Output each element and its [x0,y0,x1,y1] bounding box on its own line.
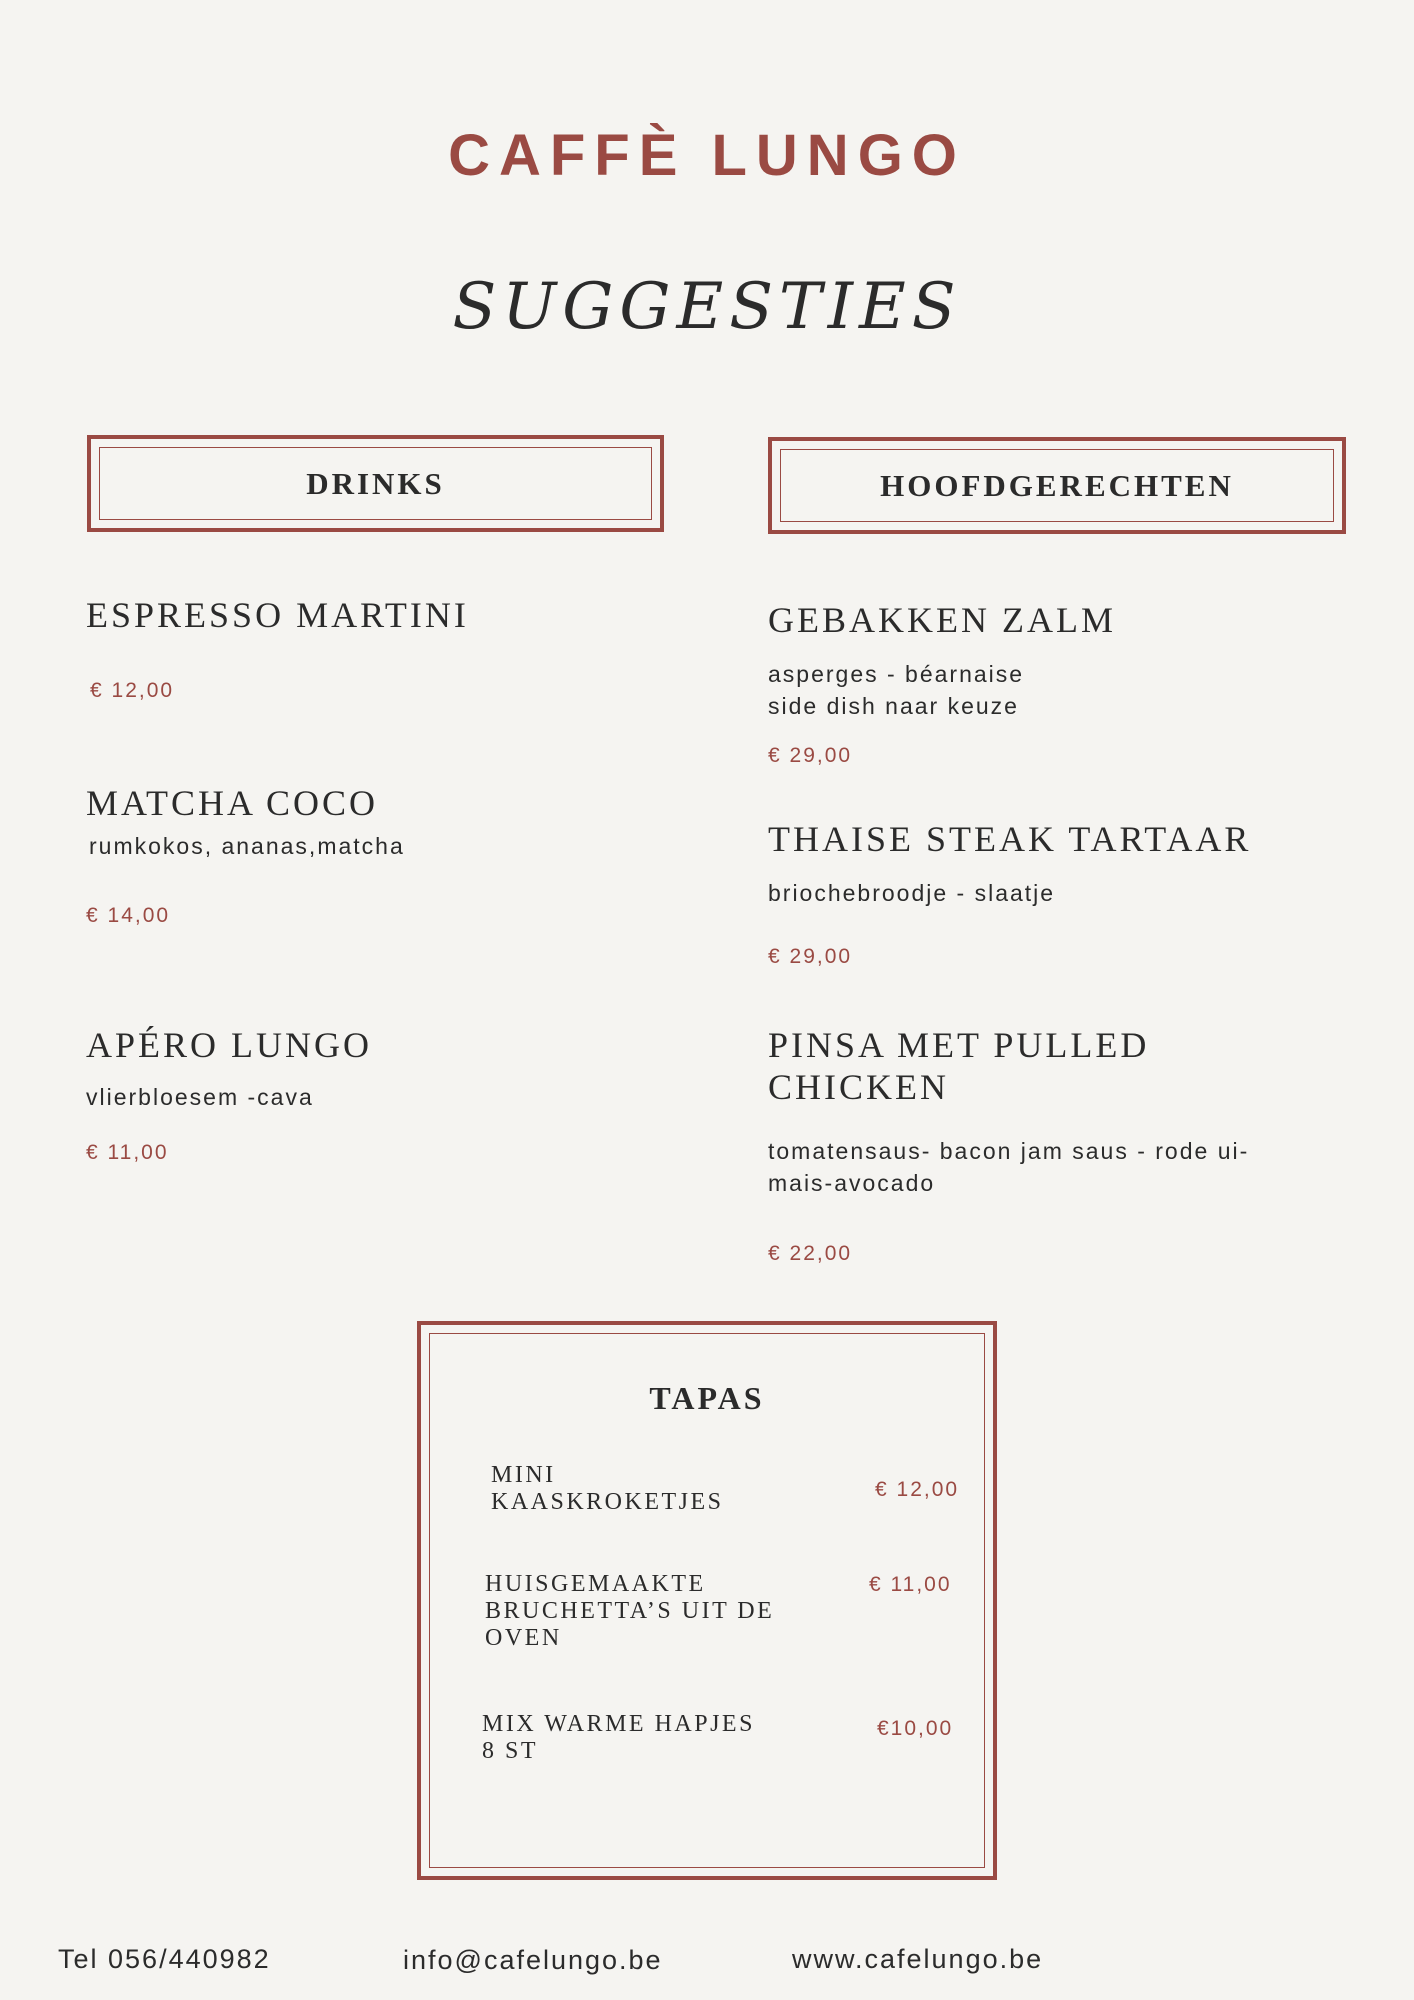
mains-heading: HOOFDGERECHTEN [880,467,1234,503]
main-dish-description: asperges - béarnaise side dish naar keuze [768,661,1025,719]
main-dish-price: € 22,00 [768,1242,853,1265]
footer-website[interactable]: www.cafelungo.be [792,1944,1044,1974]
drink-price: € 14,00 [86,904,171,927]
drinks-heading-box [87,435,664,532]
brand-name: CAFFÈ LUNGO [448,123,966,188]
footer-phone: Tel 056/440982 [58,1944,271,1974]
footer-email[interactable]: info@cafelungo.be [403,1945,663,1975]
tapas-item-price: €10,00 [877,1717,954,1740]
drink-name: APÉRO LUNGO [86,1025,373,1065]
tapas-item-price: € 11,00 [869,1573,952,1596]
mains-heading-box [768,437,1346,534]
main-dish-name: THAISE STEAK TARTAAR [768,819,1252,859]
tapas-heading: TAPAS [649,1380,765,1416]
main-dish-name: PINSA MET PULLED CHICKEN [768,1025,1150,1107]
main-dish-description: briochebroodje - slaatje [768,880,1056,906]
drink-name: MATCHA COCO [86,783,379,823]
tapas-item-price: € 12,00 [875,1478,960,1501]
drinks-heading: DRINKS [306,465,445,501]
main-dish-price: € 29,00 [768,744,853,767]
drink-description: vlierbloesem -cava [86,1084,314,1110]
drink-price: € 11,00 [86,1141,169,1164]
main-dish-description: tomatensaus- bacon jam saus - rode ui- mais-avocado [768,1138,1250,1196]
tapas-item-name: HUISGEMAAKTE BRUCHETTA’S UIT DE OVEN [485,1571,775,1651]
tapas-item-name: MINI KAASKROKETJES [491,1462,724,1515]
page-title: SUGGESTIES [452,270,962,344]
drink-price: € 12,00 [90,679,175,702]
tapas-item-name: MIX WARME HAPJES 8 ST [482,1711,755,1764]
drink-description: rumkokos, ananas,matcha [89,833,405,859]
drink-name: ESPRESSO MARTINI [86,595,469,635]
main-dish-name: GEBAKKEN ZALM [768,600,1116,640]
main-dish-price: € 29,00 [768,945,853,968]
